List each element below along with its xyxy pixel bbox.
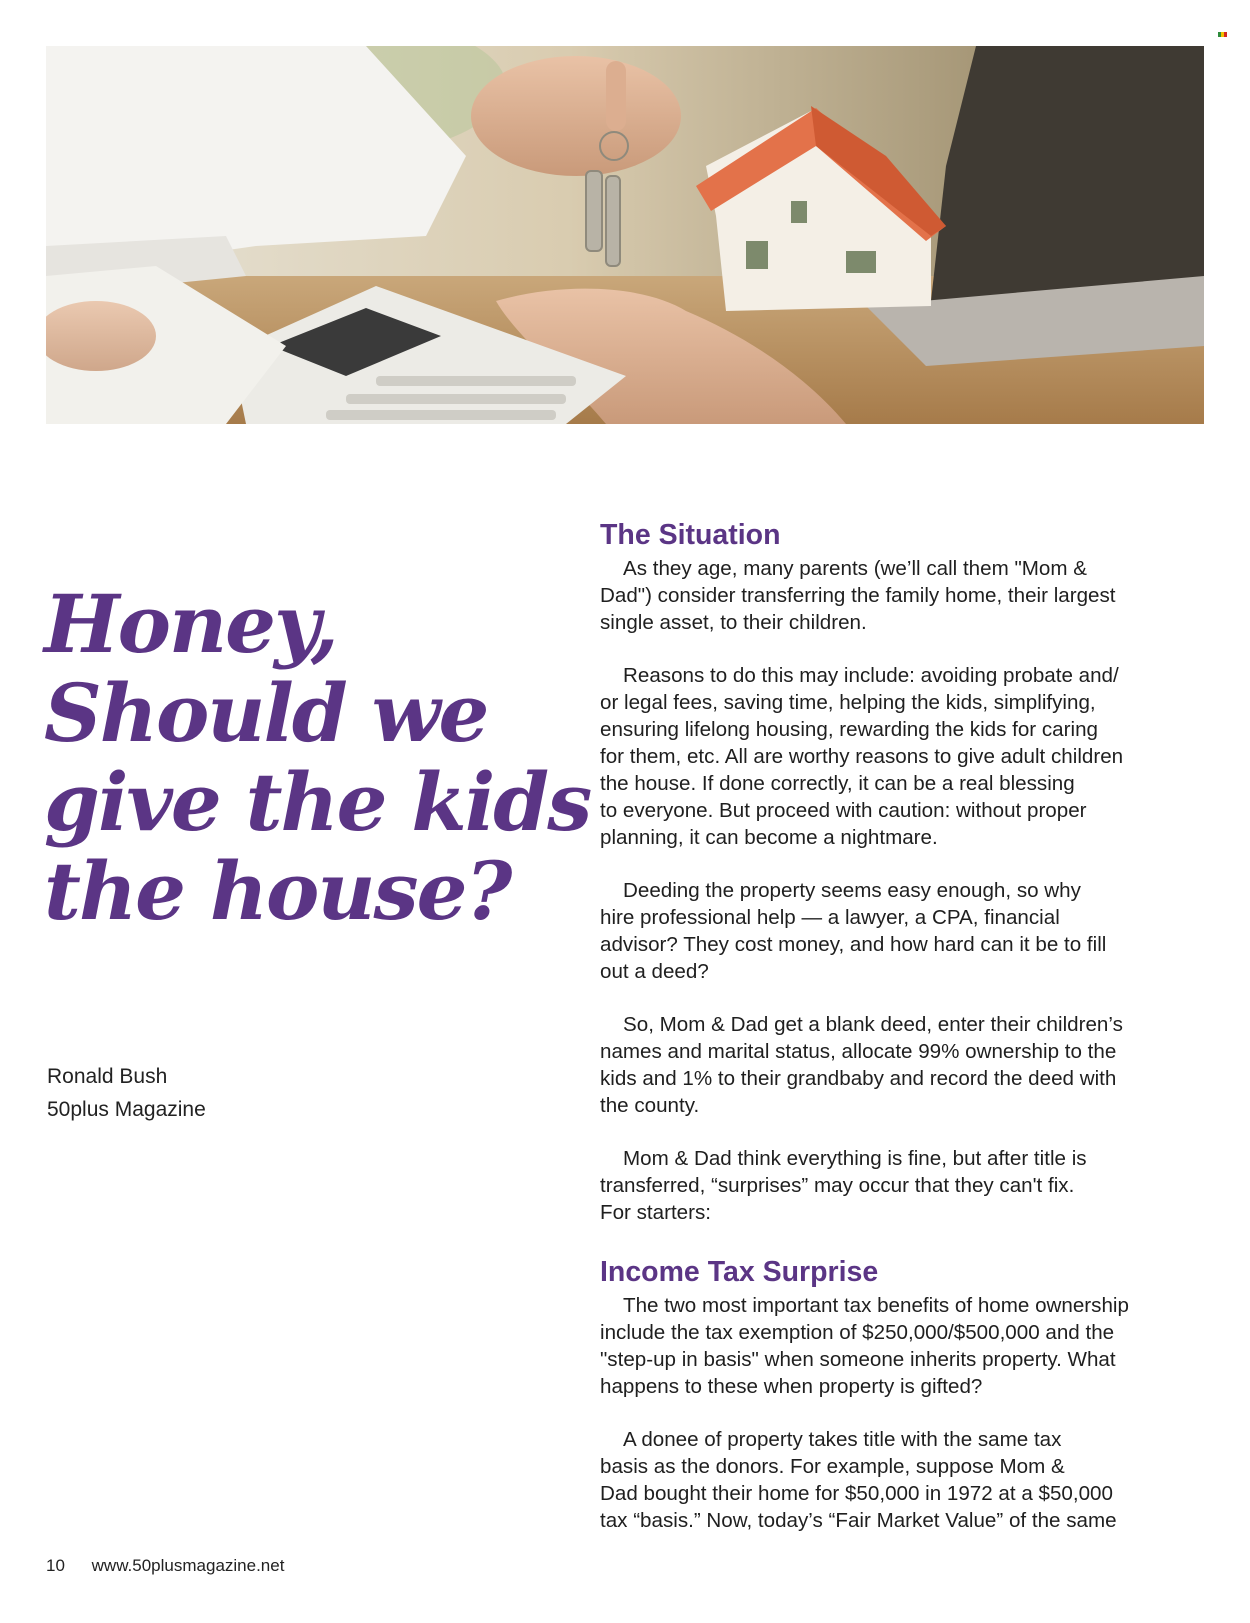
paragraph	[600, 1011, 1200, 1119]
paragraph-line: or legal fees, saving time, helping the kids, simplifying,	[600, 691, 1096, 714]
article-headline	[44, 577, 604, 938]
paragraph-line: ensuring lifelong housing, rewarding the kids for caring	[600, 718, 1098, 741]
paragraph-line: advisor? They cost money, and how hard can it be to fill	[600, 933, 1107, 956]
paragraph-line: hire professional help — a lawyer, a CPA, financial	[600, 906, 1060, 929]
paragraph-line: single asset, to their children.	[600, 611, 867, 634]
paragraph-line: names and marital status, allocate 99% ownership to the	[600, 1040, 1117, 1063]
paragraph-line: As they age, many parents (we’ll call them "Mom &	[623, 557, 1087, 580]
hero-photo-keys-house	[46, 46, 1204, 424]
paragraph-line: planning, it can become a nightmare.	[600, 826, 938, 849]
paragraph-line: "step-up in basis" when someone inherits property. What	[600, 1348, 1116, 1371]
paragraph-line: the house. If done correctly, it can be a real blessing	[600, 772, 1075, 795]
paragraph-line: for them, etc. All are worthy reasons to give adult children	[600, 745, 1124, 768]
section-title: Income Tax Surprise	[600, 1256, 879, 1288]
paragraph-line: out a deed?	[600, 960, 709, 983]
paragraph-line: For starters:	[600, 1201, 711, 1224]
paragraph-line: basis as the donors. For example, suppose Mom &	[600, 1455, 1065, 1478]
paragraph-line: Dad bought their home for $50,000 in 1972 at a $50,000	[600, 1482, 1113, 1505]
publication-name: 50plus Magazine	[47, 1098, 206, 1121]
paragraph	[600, 1426, 1200, 1534]
paragraph-line: Mom & Dad think everything is fine, but after title is	[623, 1147, 1087, 1170]
paragraph	[600, 662, 1200, 851]
headline-line: Honey,	[44, 577, 337, 671]
corner-color-mark	[1218, 32, 1227, 37]
page-number: 10	[46, 1556, 65, 1575]
website-url: www.50plusmagazine.net	[91, 1556, 285, 1575]
author-name: Ronald Bush	[47, 1065, 168, 1088]
paragraph-line: Deeding the property seems easy enough, so why	[623, 879, 1081, 902]
paragraph-line: The two most important tax benefits of home ownership	[623, 1294, 1129, 1317]
paragraph-line: the county.	[600, 1094, 700, 1117]
paragraph-line: transferred, “surprises” may occur that they can't fix.	[600, 1174, 1075, 1197]
paragraph-line: Reasons to do this may include: avoiding probate and/	[623, 664, 1119, 687]
paragraph-line: kids and 1% to their grandbaby and record the deed with	[600, 1067, 1117, 1090]
paragraph	[600, 877, 1200, 985]
byline	[47, 1060, 206, 1126]
paragraph	[600, 1145, 1200, 1226]
headline-line: give the kids	[44, 755, 591, 849]
paragraph-line: to everyone. But proceed with caution: without proper	[600, 799, 1087, 822]
paragraph-line: A donee of property takes title with the same tax	[623, 1428, 1062, 1451]
page-footer	[46, 1556, 284, 1576]
paragraph-line: include the tax exemption of $250,000/$500,000 and the	[600, 1321, 1115, 1344]
paragraph-line: Dad") consider transferring the family home, their largest	[600, 584, 1116, 607]
paragraph-line: happens to these when property is gifted?	[600, 1375, 983, 1398]
paragraph-line: tax “basis.” Now, today’s “Fair Market Value” of the same	[600, 1509, 1117, 1532]
headline-line: Should we	[44, 666, 488, 760]
paragraph-line: So, Mom & Dad get a blank deed, enter their children’s	[623, 1013, 1123, 1036]
section-title: The Situation	[600, 519, 781, 551]
paragraph	[600, 555, 1200, 636]
paragraph	[600, 1292, 1200, 1400]
headline-line: the house?	[44, 844, 511, 938]
article-body	[600, 515, 1200, 1560]
